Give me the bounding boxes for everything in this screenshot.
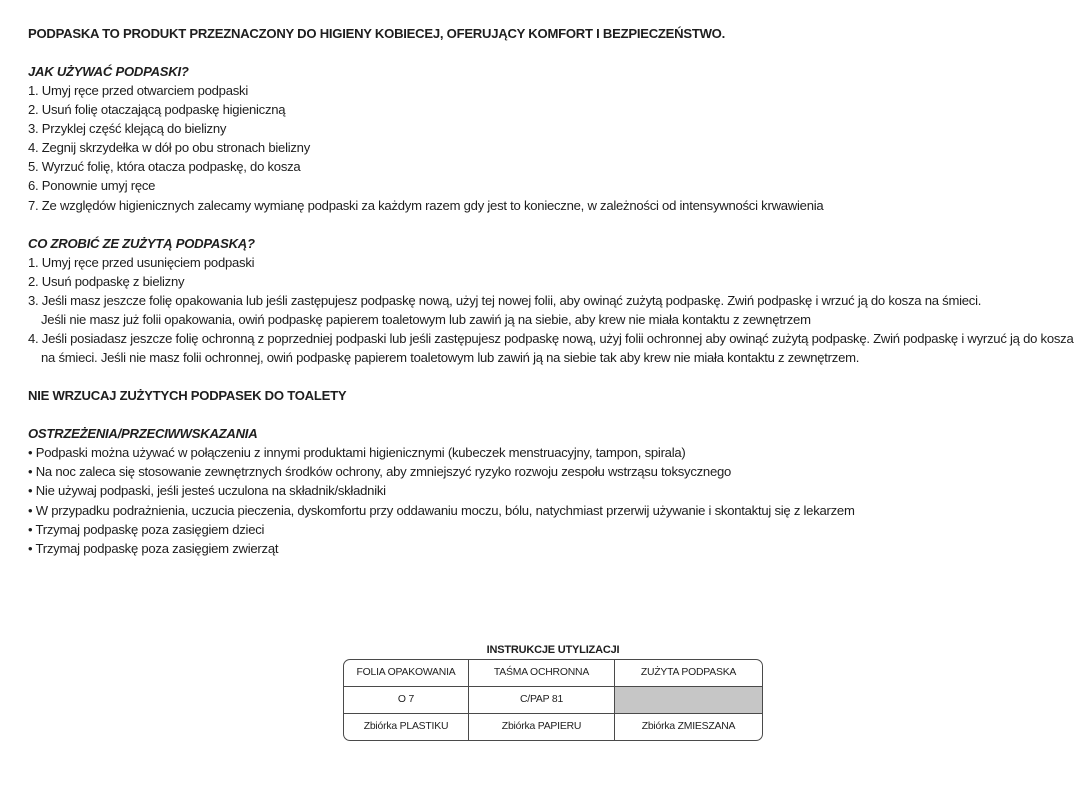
- table-code-cell-shaded: [615, 687, 762, 714]
- table-header-cell: FOLIA OPAKOWANIA: [344, 660, 469, 687]
- how-to-use-title: JAK UŻYWAĆ PODPASKI?: [28, 64, 189, 79]
- list-item: 4. Zegnij skrzydełka w dół po obu stronach bielizny: [28, 140, 311, 156]
- table-header-cell: TAŚMA OCHRONNA: [469, 660, 615, 687]
- list-item: 1. Umyj ręce przed usunięciem podpaski: [28, 254, 255, 270]
- headline: PODPASKA TO PRODUKT PRZEZNACZONY DO HIGIENY KOBIECEJ, OFERUJĄCY KOMFORT I BEZPIECZEŃSTWO.: [28, 26, 725, 41]
- list-item: 3. Przyklej część klejącą do bielizny: [28, 121, 227, 137]
- list-item: 4. Jeśli posiadasz jeszcze folię ochronną z poprzedniej podpaski lub jeśli zastępujesz podpaskę nową, użyj folii ochronnej aby owinąć zużytą podpaskę. Zwiń podpaskę i wyrzuć ją do kosza na śmieci. Jeśli nie masz folii ochronnej, owiń podpaskę papierem toaletowym lub zawiń ją na siebie tak aby krew nie miała kontaktu z zewnętrzem.: [28, 331, 1074, 366]
- warnings-title: OSTRZEŻENIA/PRZECIWWSKAZANIA: [28, 426, 258, 442]
- list-item-continuation: Jeśli nie masz już folii opakowania, owiń podpaskę papierem toaletowym lub zawiń ją na siebie, aby krew nie miała kontaktu z zewnętrzem: [41, 311, 811, 327]
- list-item: 2. Usuń podpaskę z bielizny: [28, 273, 185, 289]
- table-bin-cell: Zbiórka PLASTIKU: [344, 714, 469, 740]
- spacer: [28, 44, 1080, 62]
- list-item: 7. Ze względów higienicznych zalecamy wymianę podpaski za każdym razem gdy jest to konieczne, w zależności od intensywności krwawienia: [28, 197, 824, 213]
- table-bin-cell: Zbiórka ZMIESZANA: [641, 721, 736, 732]
- disposal-table: [343, 659, 763, 741]
- spacer: [28, 405, 1080, 424]
- spacer: [28, 367, 1080, 386]
- disposal-table-title: INSTRUKCJE UTYLIZACJI: [486, 644, 620, 656]
- list-item: 3. Jeśli masz jeszcze folię opakowania lub jeśli zastępujesz podpaskę nową, użyj tej nowej folii, aby owinąć zużytą podpaskę. Zwiń podpaskę i wrzuć ją do kosza na śmieci.: [28, 292, 982, 308]
- table-code-cell: C/PAP 81: [469, 687, 615, 714]
- no-toilet-warning: NIE WRZUCAJ ZUŻYTYCH PODPASEK DO TOALETY: [28, 388, 347, 404]
- table-header-cell: ZUŻYTA PODPASKA: [615, 660, 762, 687]
- leaflet-text: [28, 24, 1080, 558]
- table-code-cell: O 7: [344, 687, 469, 714]
- list-item: • Podpaski można używać w połączeniu z innymi produktami higienicznymi (kubeczek menstruacyjny, tampon, spirala): [28, 445, 686, 461]
- used-pad-list: [28, 253, 1080, 368]
- table-bin-cell: Zbiórka PAPIERU: [469, 714, 615, 740]
- list-item: 2. Usuń folię otaczającą podpaskę higieniczną: [28, 102, 286, 118]
- used-pad-title: CO ZROBIĆ ZE ZUŻYTĄ PODPASKĄ?: [28, 235, 255, 251]
- list-item: 1. Umyj ręce przed otwarciem podpaski: [28, 83, 248, 98]
- warnings-list: [28, 443, 1080, 558]
- list-item: • Trzymaj podpaskę poza zasięgiem dzieci: [28, 521, 265, 537]
- list-item: 6. Ponownie umyj ręce: [28, 178, 156, 194]
- disposal-table-block: [343, 641, 763, 741]
- list-item: • Trzymaj podpaskę poza zasięgiem zwierząt: [28, 540, 279, 556]
- list-item: • Nie używaj podpaski, jeśli jesteś uczulona na składnik/składniki: [28, 483, 386, 499]
- list-item: 5. Wyrzuć folię, która otacza podpaskę, do kosza: [28, 159, 301, 175]
- spacer: [28, 215, 1080, 234]
- list-item: • Na noc zaleca się stosowanie zewnętrznych środków ochrony, aby zmniejszyć ryzyko rozwoju zespołu wstrząsu toksycznego: [28, 464, 732, 480]
- list-item: • W przypadku podrażnienia, uczucia pieczenia, dyskomfortu przy oddawaniu moczu, bólu, natychmiast przerwij używanie i skontaktuj się z lekarzem: [28, 502, 855, 518]
- how-to-use-list: [28, 81, 1080, 215]
